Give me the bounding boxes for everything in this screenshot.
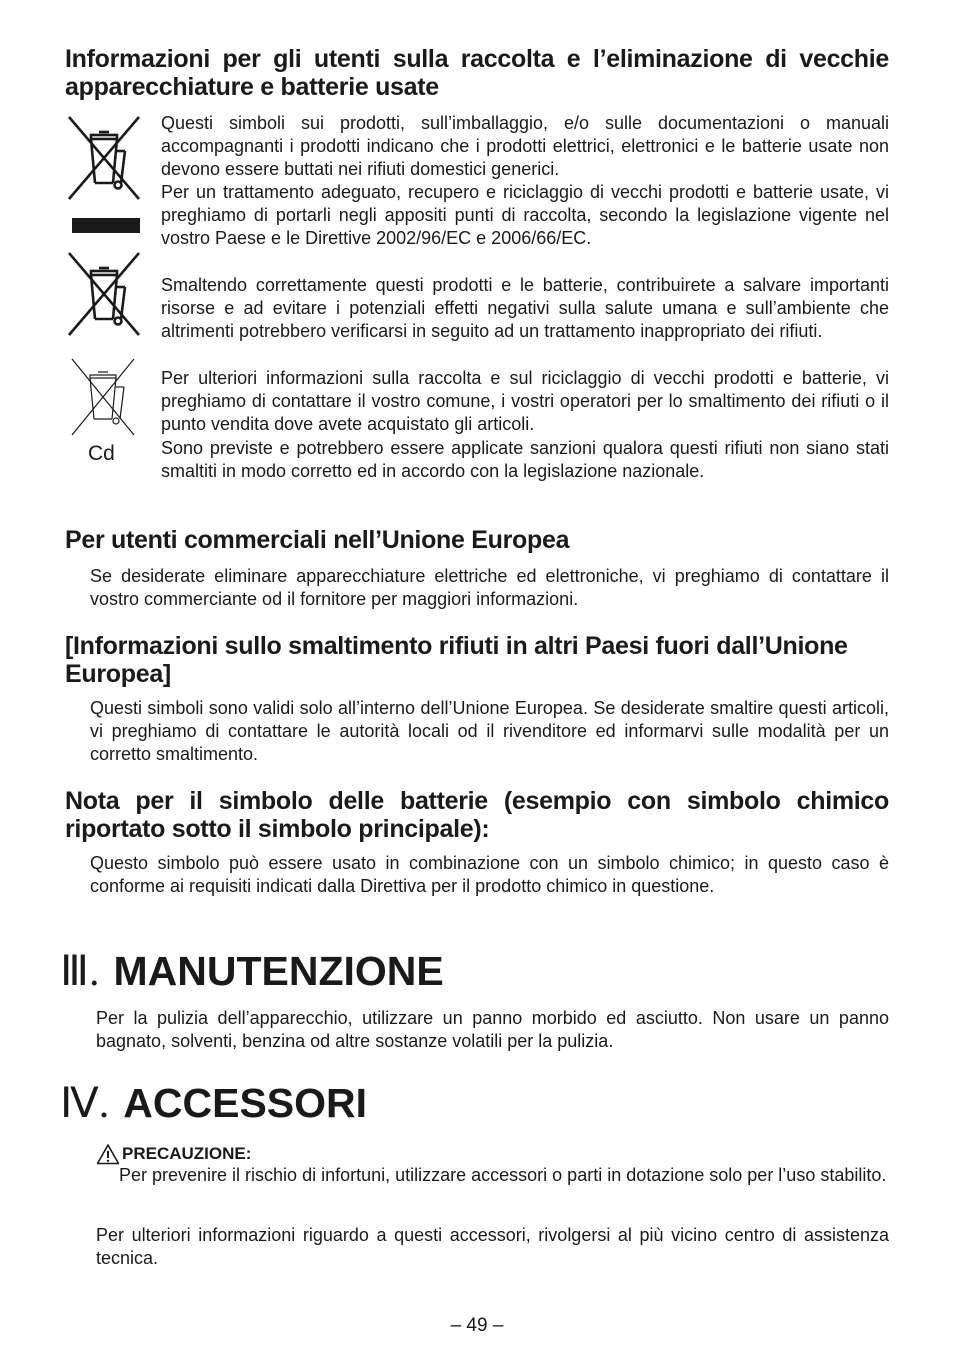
waste-title: Informazioni per gli utenti sulla raccolta e l’eliminazione di vecchie apparecchiature e batterie usate: [65, 45, 889, 101]
battery-note-title: Nota per il simbolo delle batterie (esempio con simbolo chimico riportato sotto il simbolo principale):: [65, 787, 889, 843]
crossed-bin-icon: [67, 251, 141, 337]
waste-paragraph: Questi simboli sui prodotti, sull’imballaggio, e/o sulle documentazioni o manuali accompagnanti i prodotti indicano che i prodotti elettrici, elettronici e le batterie usate non devono essere buttati nei rifiuti domestici generici.: [161, 113, 889, 180]
commercial-text: Se desiderate eliminare apparecchiature elettriche ed elettroniche, vi preghiamo di contattare il vostro commerciante od il fornitore per maggiori informazioni.: [90, 566, 889, 610]
outside-eu-title: [Informazioni sullo smaltimento rifiuti in altri Paesi fuori dall’Unione Europea]: [65, 632, 848, 688]
warning-triangle-icon: [96, 1143, 120, 1165]
chemical-symbol: Cd: [88, 442, 115, 465]
accessories-title: ACCESSORI: [123, 1080, 368, 1126]
caution-text: Per prevenire il rischio di infortuni, utilizzare accessori o parti in dotazione solo per l’uso stabilito.: [119, 1165, 887, 1185]
crossed-bin-underline-bar: [72, 218, 140, 233]
waste-paragraph: Smaltendo correttamente questi prodotti e le batterie, contribuirete a salvare importanti risorse e ad evitare i potenziali effetti negativi sulla salute umana e sull’ambiente che altrimenti potrebbero verificarsi in seguito ad un trattamento inappropriato dei rifiuti.: [161, 275, 889, 342]
maintenance-text: Per la pulizia dell’apparecchio, utilizzare un panno morbido ed asciutto. Non usare un panno bagnato, solventi, benzina od altre sostanze volatili per la pulizia.: [96, 1008, 889, 1052]
battery-note-text: Questo simbolo può essere usato in combinazione con un simbolo chimico; in questo caso è conforme ai requisiti indicati dalla Direttiva per il prodotto chimico in questione.: [90, 853, 889, 897]
maintenance-title: MANUTENZIONE: [113, 948, 444, 994]
outside-eu-text: Questi simboli sono validi solo all’interno dell’Unione Europea. Se desiderate smaltire questi articoli, vi preghiamo di contattare le autorità locali od il rivenditore ed informarvi sulle modalità per un corretto smaltimento.: [90, 698, 889, 765]
accessories-text: Per ulteriori informazioni riguardo a questi accessori, rivolgersi al più vicino centro di assistenza tecnica.: [96, 1225, 889, 1269]
page-number: – 49 –: [450, 1315, 504, 1336]
crossed-bin-icon: [67, 115, 141, 201]
caution-label: PRECAUZIONE:: [122, 1144, 252, 1163]
section-number: Ⅳ.: [60, 1081, 110, 1127]
waste-paragraph: Sono previste e potrebbero essere applicate sanzioni qualora questi rifiuti non siano stati smaltiti in modo corretto ed in accordo con la legislazione nazionale.: [161, 438, 889, 482]
waste-paragraph: Per ulteriori informazioni sulla raccolta e sul riciclaggio di vecchi prodotti e batterie, vi preghiamo di contattare il vostro comune, i vostri operatori per lo smaltimento dei rifiuti o il punto vendita dove avete acquistato gli articoli.: [161, 368, 889, 435]
battery-crossed-bin-icon: [70, 357, 136, 437]
section-number: Ⅲ.: [60, 949, 100, 995]
caution-heading: [96, 1142, 251, 1166]
maintenance-heading: [60, 949, 444, 994]
waste-paragraph: Per un trattamento adeguato, recupero e riciclaggio di vecchi prodotti e batterie usate, vi preghiamo di portarli negli appositi punti di raccolta, secondo la legislazione vigente nel vostro Paese e le Direttive 2002/96/EC e 2006/66/EC.: [161, 182, 889, 249]
commercial-title: Per utenti commerciali nell’Unione Europea: [65, 526, 570, 554]
accessories-heading: [60, 1081, 367, 1126]
